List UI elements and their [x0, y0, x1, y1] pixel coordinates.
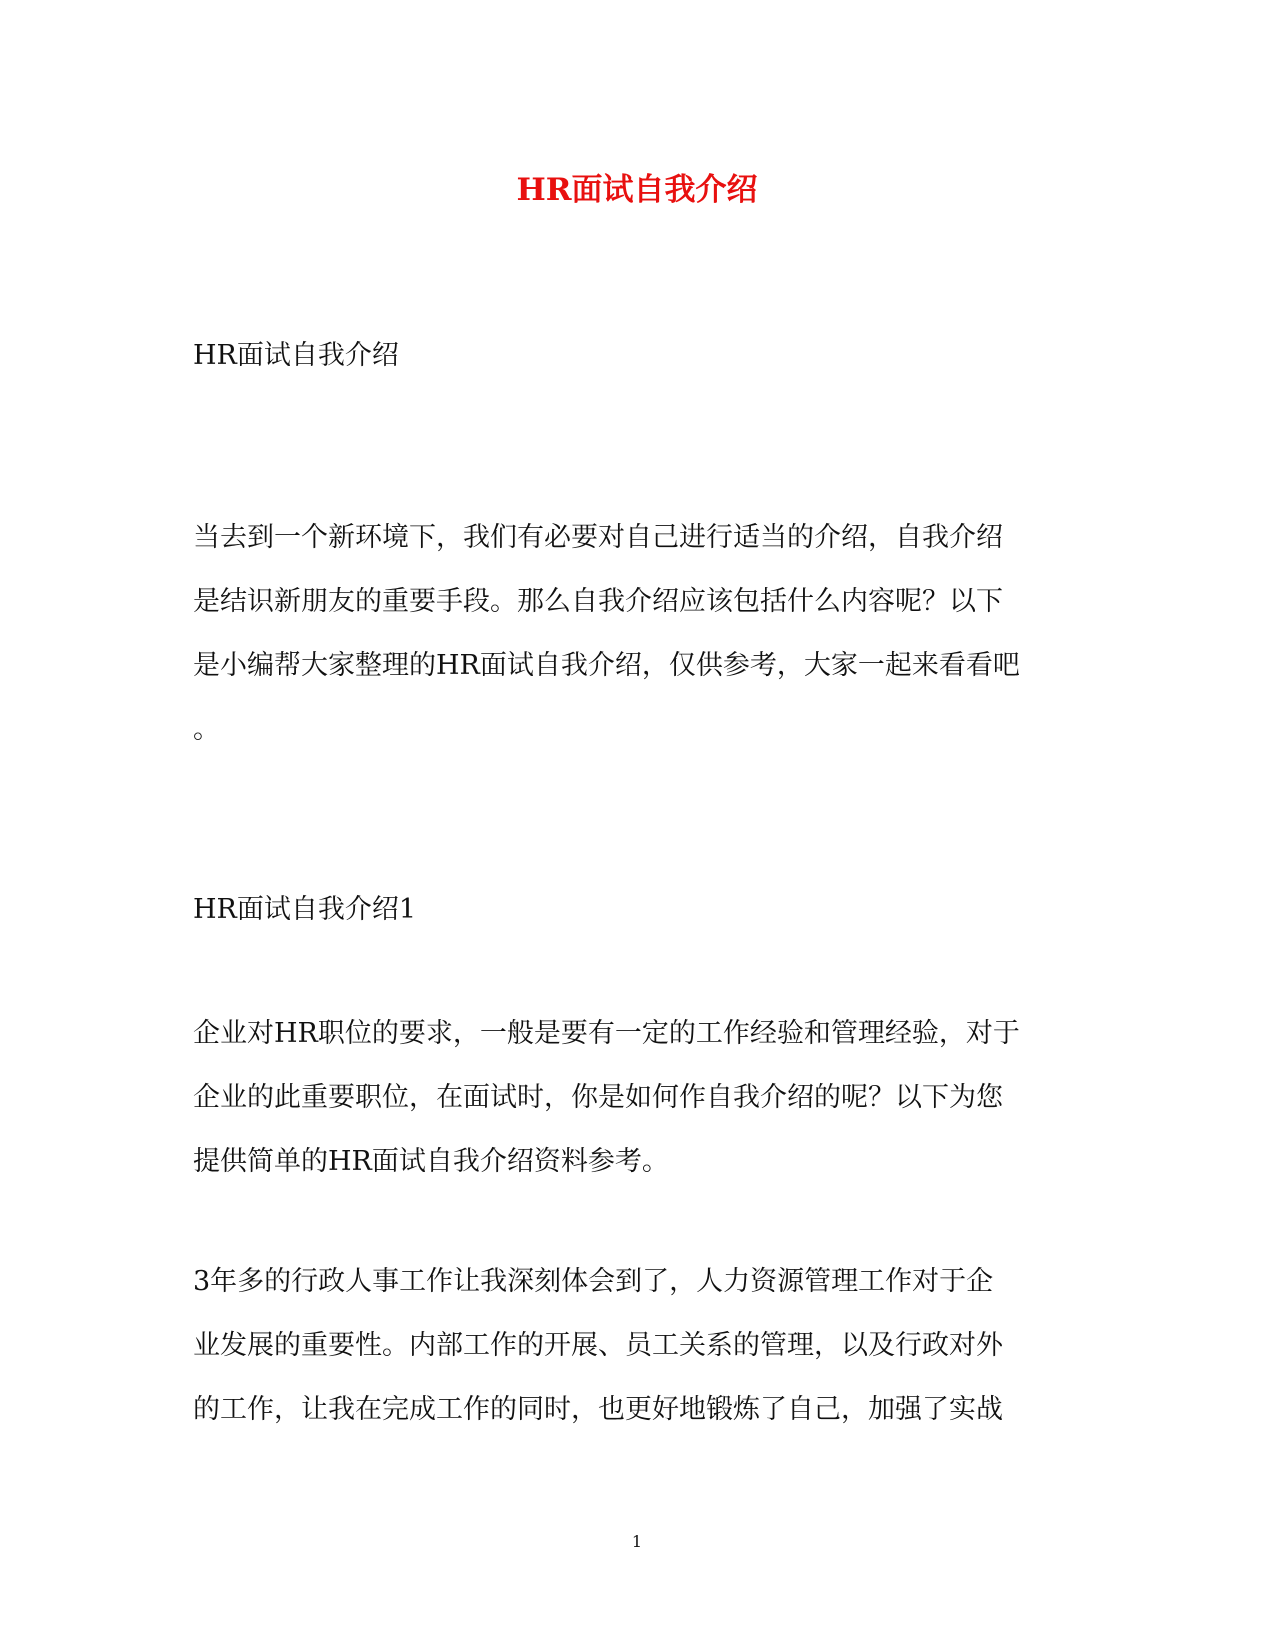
subheading-block — [193, 336, 1073, 376]
subheading: HR面试自我介绍 — [193, 340, 399, 371]
intro-line-3: 是小编帮大家整理的HR面试自我介绍，仅供参考，大家一起来看看吧 — [193, 650, 1020, 681]
section1-paragraph-1 — [193, 1002, 1073, 1194]
section1-para2-line-1: 3年多的行政人事工作让我深刻体会到了，人力资源管理工作对于企 — [193, 1266, 994, 1297]
section1-para1-line-1: 企业对HR职位的要求，一般是要有一定的工作经验和管理经验，对于 — [193, 1018, 1020, 1049]
intro-line-4: 。 — [193, 714, 220, 745]
document-title: HR面试自我介绍 — [516, 172, 758, 208]
intro-paragraph — [193, 506, 1073, 762]
section1-para2-line-2: 业发展的重要性。内部工作的开展、员工关系的管理，以及行政对外 — [193, 1330, 1003, 1361]
section1-paragraph-2 — [193, 1250, 1073, 1442]
section1-para1-line-3: 提供简单的HR面试自我介绍资料参考。 — [193, 1146, 669, 1177]
section1-para2-line-3: 的工作，让我在完成工作的同时，也更好地锻炼了自己，加强了实战 — [193, 1394, 1003, 1425]
intro-line-2: 是结识新朋友的重要手段。那么自我介绍应该包括什么内容呢？以下 — [193, 586, 1003, 617]
section1-heading-block — [193, 890, 1073, 930]
section1-para1-line-2: 企业的此重要职位，在面试时，你是如何作自我介绍的呢？以下为您 — [193, 1082, 1003, 1113]
page-number: 1 — [631, 1532, 643, 1551]
intro-line-1: 当去到一个新环境下，我们有必要对自己进行适当的介绍，自我介绍 — [193, 522, 1003, 553]
section1-heading: HR面试自我介绍1 — [193, 894, 417, 925]
